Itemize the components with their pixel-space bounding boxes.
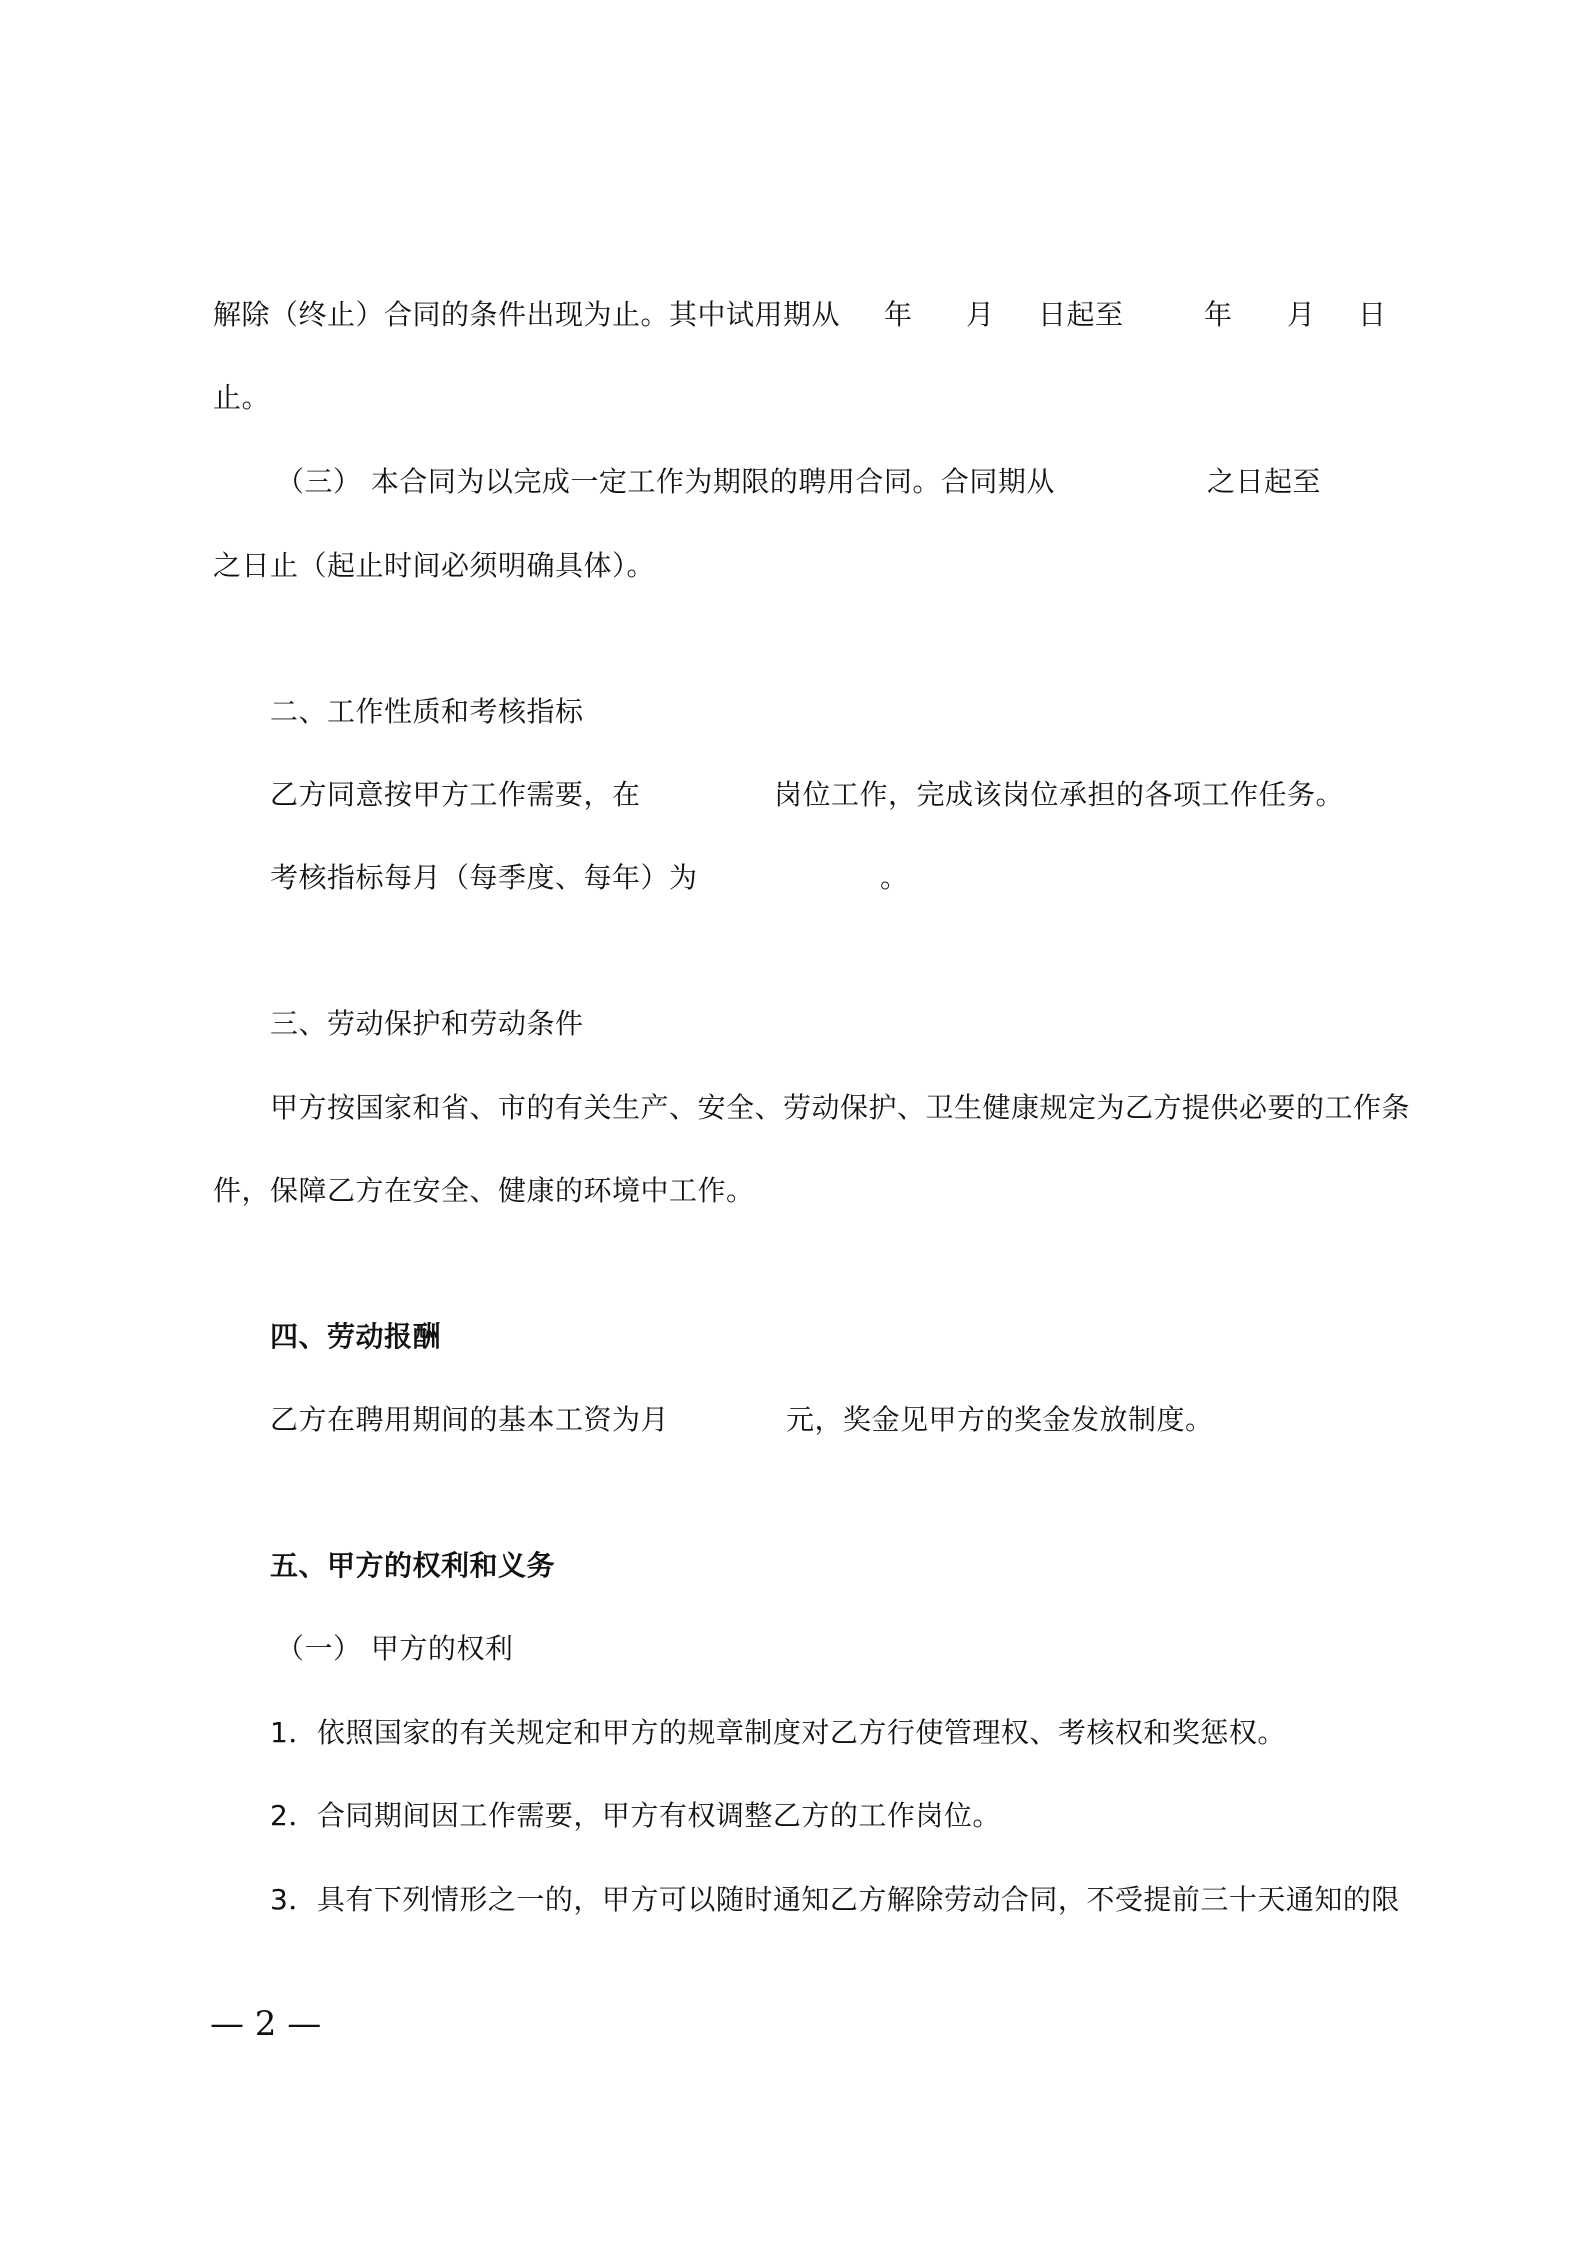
- section-3-paragraph-line-1: 甲方按国家和省、市的有关生产、安全、劳动保护、卫生健康规定为乙方提供必要的工作条: [270, 1091, 1411, 1124]
- probation-end-month-label: 月: [1287, 298, 1316, 331]
- probation-end-day-label: 日: [1358, 298, 1387, 331]
- section-3-heading: 三、劳动保护和劳动条件: [270, 1007, 584, 1040]
- contract-term-line-1-start: 解除（终止）合同的条件出现为止。其中试用期从: [213, 298, 841, 331]
- section-5-item-3: 3．具有下列情形之一的，甲方可以随时通知乙方解除劳动合同，不受提前三十天通知的限: [270, 1883, 1400, 1916]
- section-4-paragraph-end: 元，奖金见甲方的奖金发放制度。: [786, 1403, 1214, 1436]
- task-contract-line-1-end: 之日起至: [1207, 465, 1322, 498]
- task-contract-line-2: 之日止（起止时间必须明确具体）。: [213, 549, 656, 582]
- section-4-paragraph-start: 乙方在聘用期间的基本工资为月: [270, 1403, 670, 1436]
- section-5-subheading: （一） 甲方的权利: [276, 1632, 514, 1665]
- section-4-heading: 四、劳动报酬: [270, 1320, 442, 1353]
- section-2-paragraph-1-start: 乙方同意按甲方工作需要，在: [270, 778, 641, 811]
- section-5-item-1: 1．依照国家的有关规定和甲方的规章制度对乙方行使管理权、考核权和奖惩权。: [270, 1716, 1286, 1749]
- probation-end-year-label: 年: [1204, 298, 1233, 331]
- probation-start-year-label: 年: [884, 298, 913, 331]
- section-2-paragraph-2-start: 考核指标每月（每季度、每年）为: [270, 861, 698, 894]
- section-2-paragraph-2-end: 。: [880, 861, 909, 894]
- probation-start-month-label: 月: [966, 298, 995, 331]
- page-number: — 2 —: [210, 2004, 322, 2044]
- section-2-paragraph-1-end: 岗位工作，完成该岗位承担的各项工作任务。: [774, 778, 1345, 811]
- section-3-paragraph-line-2: 件，保障乙方在安全、健康的环境中工作。: [213, 1174, 755, 1207]
- section-5-item-2: 2．合同期间因工作需要，甲方有权调整乙方的工作岗位。: [270, 1799, 1001, 1832]
- section-2-heading: 二、工作性质和考核指标: [270, 695, 584, 728]
- task-contract-line-1-start: （三） 本合同为以完成一定工作为期限的聘用合同。合同期从: [276, 465, 1055, 498]
- probation-start-day-to-label: 日起至: [1038, 298, 1124, 331]
- contract-term-line-2: 止。: [213, 381, 271, 414]
- section-5-heading: 五、甲方的权利和义务: [270, 1549, 556, 1582]
